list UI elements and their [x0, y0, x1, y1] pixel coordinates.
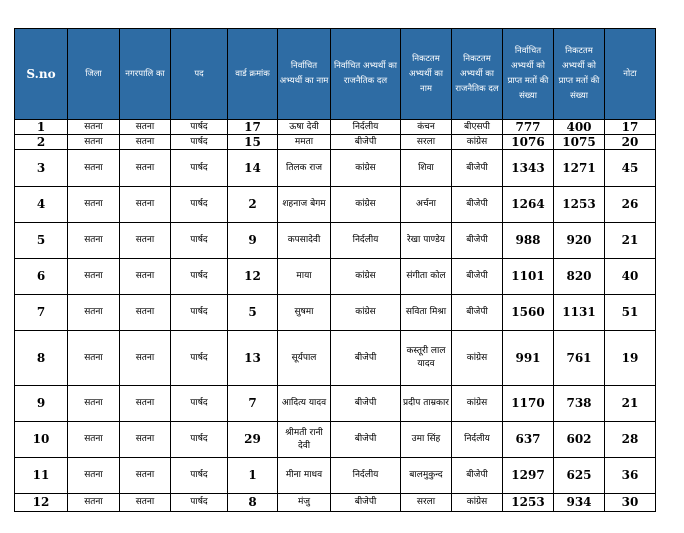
cell-district: सतना [68, 187, 120, 223]
cell-ward-number: 8 [228, 494, 278, 512]
cell-district: सतना [68, 259, 120, 295]
cell-nota: 21 [605, 386, 656, 422]
cell-ward-number: 15 [228, 135, 278, 150]
cell-sno: 1 [15, 120, 68, 135]
cell-ward-number: 14 [228, 150, 278, 187]
cell-nota: 20 [605, 135, 656, 150]
header-district: जिला [68, 29, 120, 120]
table-row [15, 120, 656, 135]
cell-winner-party: कांग्रेस [331, 259, 401, 295]
cell-winner-party: बीजेपी [331, 386, 401, 422]
cell-winner-name: कपसादेवी [278, 223, 331, 259]
cell-post: पार्षद [171, 331, 228, 386]
cell-municipality: सतना [120, 223, 171, 259]
cell-municipality: सतना [120, 494, 171, 512]
cell-nota: 51 [605, 295, 656, 331]
cell-municipality: सतना [120, 150, 171, 187]
cell-post: पार्षद [171, 458, 228, 494]
cell-runnerup-name: कस्तूरी लाल यादव [401, 331, 452, 386]
header-row [15, 29, 656, 120]
cell-winner-name: ऊषा देवी [278, 120, 331, 135]
cell-runnerup-name: सरला [401, 494, 452, 512]
cell-runnerup-name: बालमुकुन्द [401, 458, 452, 494]
cell-district: सतना [68, 135, 120, 150]
header-municipality: नगरपालि का [120, 29, 171, 120]
cell-district: सतना [68, 494, 120, 512]
cell-municipality: सतना [120, 386, 171, 422]
cell-runnerup-party: कांग्रेस [452, 494, 503, 512]
cell-district: सतना [68, 458, 120, 494]
cell-winner-votes: 1076 [503, 135, 554, 150]
cell-post: पार्षद [171, 295, 228, 331]
cell-nota: 21 [605, 223, 656, 259]
cell-post: पार्षद [171, 494, 228, 512]
cell-winner-party: बीजेपी [331, 422, 401, 458]
cell-runnerup-votes: 1271 [554, 150, 605, 187]
header-sno: S.no [15, 29, 68, 120]
table-row [15, 295, 656, 331]
cell-sno: 5 [15, 223, 68, 259]
cell-municipality: सतना [120, 135, 171, 150]
cell-winner-votes: 1170 [503, 386, 554, 422]
cell-municipality: सतना [120, 120, 171, 135]
cell-ward-number: 17 [228, 120, 278, 135]
results-table [14, 28, 656, 512]
table-row [15, 223, 656, 259]
cell-post: पार्षद [171, 422, 228, 458]
cell-runnerup-votes: 1131 [554, 295, 605, 331]
table-row [15, 331, 656, 386]
cell-runnerup-votes: 400 [554, 120, 605, 135]
cell-ward-number: 13 [228, 331, 278, 386]
cell-runnerup-name: प्रदीप ताम्रकार [401, 386, 452, 422]
cell-winner-name: मंजु [278, 494, 331, 512]
cell-runnerup-name: संगीता कोल [401, 259, 452, 295]
cell-district: सतना [68, 150, 120, 187]
cell-runnerup-party: बीजेपी [452, 259, 503, 295]
cell-ward-number: 1 [228, 458, 278, 494]
cell-winner-votes: 991 [503, 331, 554, 386]
cell-runnerup-party: बीजेपी [452, 150, 503, 187]
cell-winner-votes: 1343 [503, 150, 554, 187]
table-body [15, 120, 656, 512]
header-runnerup-party: निकटतम अभ्यर्थी का राजनैतिक दल [452, 29, 503, 120]
cell-district: सतना [68, 120, 120, 135]
cell-runnerup-party: बीजेपी [452, 458, 503, 494]
cell-district: सतना [68, 295, 120, 331]
header-ward-number: वार्ड क्रमांक [228, 29, 278, 120]
cell-runnerup-name: सरला [401, 135, 452, 150]
cell-winner-party: निर्दलीय [331, 223, 401, 259]
cell-nota: 45 [605, 150, 656, 187]
cell-winner-name: शहनाज बेगम [278, 187, 331, 223]
cell-runnerup-party: बीजेपी [452, 223, 503, 259]
cell-winner-votes: 988 [503, 223, 554, 259]
cell-winner-name: श्रीमती रानी देवी [278, 422, 331, 458]
cell-ward-number: 12 [228, 259, 278, 295]
cell-winner-party: बीजेपी [331, 135, 401, 150]
cell-sno: 9 [15, 386, 68, 422]
header-runnerup-votes: निकटतम अभ्यर्थी को प्राप्त मतों की संख्या [554, 29, 605, 120]
table-row [15, 187, 656, 223]
cell-winner-party: निर्दलीय [331, 458, 401, 494]
cell-nota: 40 [605, 259, 656, 295]
cell-sno: 7 [15, 295, 68, 331]
cell-winner-party: कांग्रेस [331, 150, 401, 187]
table-row [15, 386, 656, 422]
cell-sno: 3 [15, 150, 68, 187]
header-post: पद [171, 29, 228, 120]
cell-winner-votes: 1297 [503, 458, 554, 494]
cell-municipality: सतना [120, 422, 171, 458]
cell-winner-party: बीजेपी [331, 494, 401, 512]
cell-winner-name: सूर्यपाल [278, 331, 331, 386]
cell-sno: 10 [15, 422, 68, 458]
table-row [15, 422, 656, 458]
cell-runnerup-party: कांग्रेस [452, 386, 503, 422]
header-winner-votes: निर्वाचित अभ्यर्थी को प्राप्त मतों की संख्या [503, 29, 554, 120]
cell-sno: 8 [15, 331, 68, 386]
cell-nota: 26 [605, 187, 656, 223]
table-row [15, 150, 656, 187]
cell-winner-name: ममता [278, 135, 331, 150]
header-winner-name: निर्वाचित अभ्यर्थी का नाम [278, 29, 331, 120]
cell-winner-party: कांग्रेस [331, 295, 401, 331]
cell-nota: 17 [605, 120, 656, 135]
cell-nota: 36 [605, 458, 656, 494]
table-row [15, 458, 656, 494]
cell-runnerup-votes: 602 [554, 422, 605, 458]
cell-runnerup-name: उमा सिंह [401, 422, 452, 458]
cell-runnerup-votes: 934 [554, 494, 605, 512]
cell-winner-name: आदित्य यादव [278, 386, 331, 422]
cell-winner-votes: 1101 [503, 259, 554, 295]
cell-winner-name: मीना माधव [278, 458, 331, 494]
cell-winner-name: सुषमा [278, 295, 331, 331]
cell-runnerup-votes: 761 [554, 331, 605, 386]
cell-post: पार्षद [171, 259, 228, 295]
cell-runnerup-party: बीजेपी [452, 187, 503, 223]
table-row [15, 259, 656, 295]
cell-runnerup-party: बीजेपी [452, 295, 503, 331]
cell-ward-number: 7 [228, 386, 278, 422]
cell-winner-votes: 1253 [503, 494, 554, 512]
cell-sno: 2 [15, 135, 68, 150]
cell-municipality: सतना [120, 331, 171, 386]
cell-winner-party: बीजेपी [331, 331, 401, 386]
cell-post: पार्षद [171, 223, 228, 259]
cell-runnerup-name: शिवा [401, 150, 452, 187]
cell-district: सतना [68, 422, 120, 458]
cell-runnerup-party: निर्दलीय [452, 422, 503, 458]
cell-sno: 4 [15, 187, 68, 223]
cell-runnerup-name: सविता मिश्रा [401, 295, 452, 331]
cell-runnerup-name: रेखा पाण्डेय [401, 223, 452, 259]
table-row [15, 494, 656, 512]
cell-runnerup-votes: 1075 [554, 135, 605, 150]
cell-winner-votes: 777 [503, 120, 554, 135]
cell-winner-votes: 1264 [503, 187, 554, 223]
cell-nota: 28 [605, 422, 656, 458]
cell-winner-votes: 637 [503, 422, 554, 458]
cell-winner-votes: 1560 [503, 295, 554, 331]
cell-municipality: सतना [120, 295, 171, 331]
cell-ward-number: 5 [228, 295, 278, 331]
table-row [15, 135, 656, 150]
cell-ward-number: 9 [228, 223, 278, 259]
cell-runnerup-name: अर्चना [401, 187, 452, 223]
cell-runnerup-votes: 625 [554, 458, 605, 494]
cell-district: सतना [68, 331, 120, 386]
cell-runnerup-votes: 820 [554, 259, 605, 295]
cell-post: पार्षद [171, 135, 228, 150]
cell-post: पार्षद [171, 187, 228, 223]
cell-runnerup-party: बीएसपी [452, 120, 503, 135]
cell-winner-party: कांग्रेस [331, 187, 401, 223]
cell-runnerup-votes: 738 [554, 386, 605, 422]
cell-runnerup-votes: 920 [554, 223, 605, 259]
cell-municipality: सतना [120, 458, 171, 494]
cell-municipality: सतना [120, 187, 171, 223]
cell-ward-number: 29 [228, 422, 278, 458]
cell-ward-number: 2 [228, 187, 278, 223]
cell-municipality: सतना [120, 259, 171, 295]
cell-post: पार्षद [171, 386, 228, 422]
cell-district: सतना [68, 386, 120, 422]
cell-post: पार्षद [171, 150, 228, 187]
cell-sno: 12 [15, 494, 68, 512]
cell-runnerup-name: कंचन [401, 120, 452, 135]
cell-post: पार्षद [171, 120, 228, 135]
cell-sno: 11 [15, 458, 68, 494]
cell-nota: 19 [605, 331, 656, 386]
cell-nota: 30 [605, 494, 656, 512]
cell-runnerup-party: कांग्रेस [452, 135, 503, 150]
cell-district: सतना [68, 223, 120, 259]
cell-winner-party: निर्दलीय [331, 120, 401, 135]
cell-winner-name: तिलक राज [278, 150, 331, 187]
header-runnerup-name: निकटतम अभ्यर्थी का नाम [401, 29, 452, 120]
header-winner-party: निर्वाचित अभ्यर्थी का राजनैतिक दल [331, 29, 401, 120]
cell-winner-name: माया [278, 259, 331, 295]
cell-runnerup-party: कांग्रेस [452, 331, 503, 386]
header-nota: नोटा [605, 29, 656, 120]
cell-runnerup-votes: 1253 [554, 187, 605, 223]
cell-sno: 6 [15, 259, 68, 295]
